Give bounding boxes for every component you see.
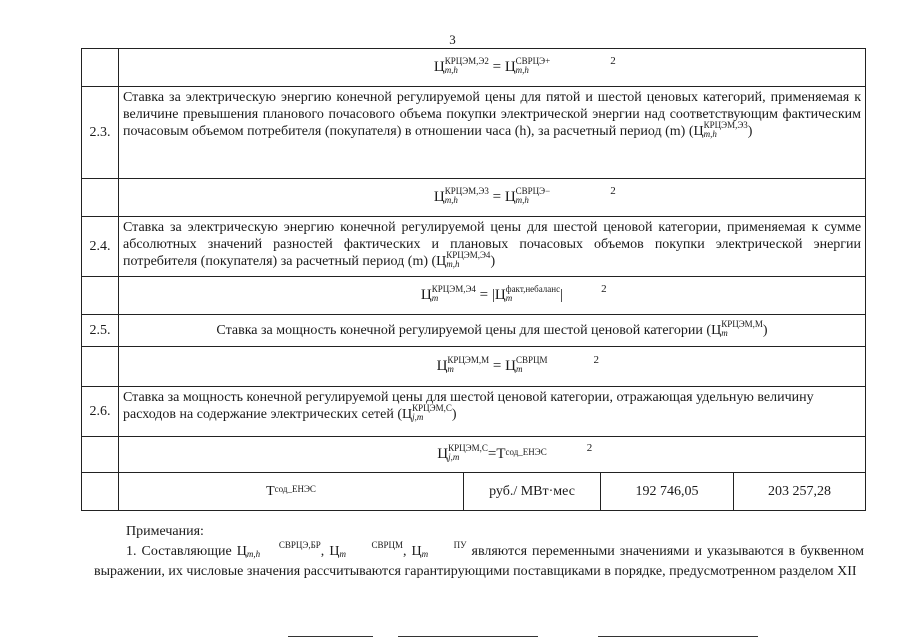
table-row (82, 387, 866, 437)
tariff-table (81, 48, 866, 511)
formula: Ц КРЦЭМ,Э2 m,h = Ц СВРЦЭ+ m,h 2 (433, 54, 616, 75)
formula: Ц КРЦЭМ,Э4 m = |Ц факт,небаланс m | 2 (420, 282, 607, 303)
row-number-cell (82, 437, 119, 473)
table-row (82, 277, 866, 315)
notes (94, 522, 864, 582)
row-number-cell (82, 347, 119, 387)
table-row (82, 437, 866, 473)
formula: Ц КРЦЭМ,Э3 m,h = Ц СВРЦЭ− m,h 2 (433, 184, 616, 205)
formula-cell (119, 437, 866, 473)
row-description: Ставка за электрическую энергию конечной регулируемой цены для шестой ценовой категории, применяемая к сумме абсолютных значений разностей фактических и плановых почасовых объемов покупки электрической энергии потребителя (покупателя) за расчетный период (m) (Ц КРЦЭМ,Э4 m,h ) (119, 217, 866, 277)
formula: Ц КРЦЭМ,М m = Ц СВРЦМ m 2 (436, 353, 599, 374)
value-cell: 192 746,05 (601, 473, 734, 511)
row-number-cell (82, 179, 119, 217)
value-label: Т сод_ЕНЭС (119, 473, 464, 511)
page-number: 3 (449, 32, 456, 47)
formula-cell (119, 179, 866, 217)
table-row (82, 347, 866, 387)
formula-cell (119, 347, 866, 387)
table-row (82, 49, 866, 87)
notes-paragraph: 1. Составляющие Ц СВРЦЭ,БР m,h , Ц СВРЦМ m , Ц ПУ m являются переменными значениями и указываются в буквенном выражении, их числовые значения рассчитываются гарантирующими поставщиками в порядке, предусмотренном разделом XII (94, 539, 865, 579)
row-description: Ставка за мощность конечной регулируемой цены для шестой ценовой категории, отражающая удельную величину расходов на содержание электрических сетей (Ц КРЦЭМ,С j,m ) (119, 387, 866, 437)
scan-edge-lines (0, 636, 905, 637)
row-description: Ставка за мощность конечной регулируемой цены для шестой ценовой категории (Ц КРЦЭМ,М m ) (119, 315, 866, 347)
unit-cell: руб./ МВт·мес (464, 473, 601, 511)
notes-title: Примечания: (126, 524, 204, 539)
formula-cell (119, 277, 866, 315)
row-description: Ставка за электрическую энергию конечной регулируемой цены для пятой и шестой ценовых категорий, применяемая к величине превышения планового почасового объема покупки электрической энергии над соответствующим фактическим почасовым объемом потребителя (покупателя) в отношении часа (h), за расчетный период (m) (Ц КРЦЭМ,Э3 m,h ) (119, 87, 866, 179)
row-number: 2.4. (82, 217, 119, 277)
row-number-cell (82, 49, 119, 87)
formula: Ц КРЦЭМ,С j,m =Т сод_ЕНЭС 2 (437, 441, 593, 462)
table-row (82, 473, 866, 511)
table-row (82, 315, 866, 347)
table-row (82, 179, 866, 217)
table-row (82, 217, 866, 277)
row-number: 2.5. (82, 315, 119, 347)
table-row (82, 87, 866, 179)
row-number-cell (82, 277, 119, 315)
row-number: 2.3. (82, 87, 119, 179)
row-number: 2.6. (82, 387, 119, 437)
formula-cell (119, 49, 866, 87)
row-number-cell (82, 473, 119, 511)
value-cell: 203 257,28 (734, 473, 866, 511)
